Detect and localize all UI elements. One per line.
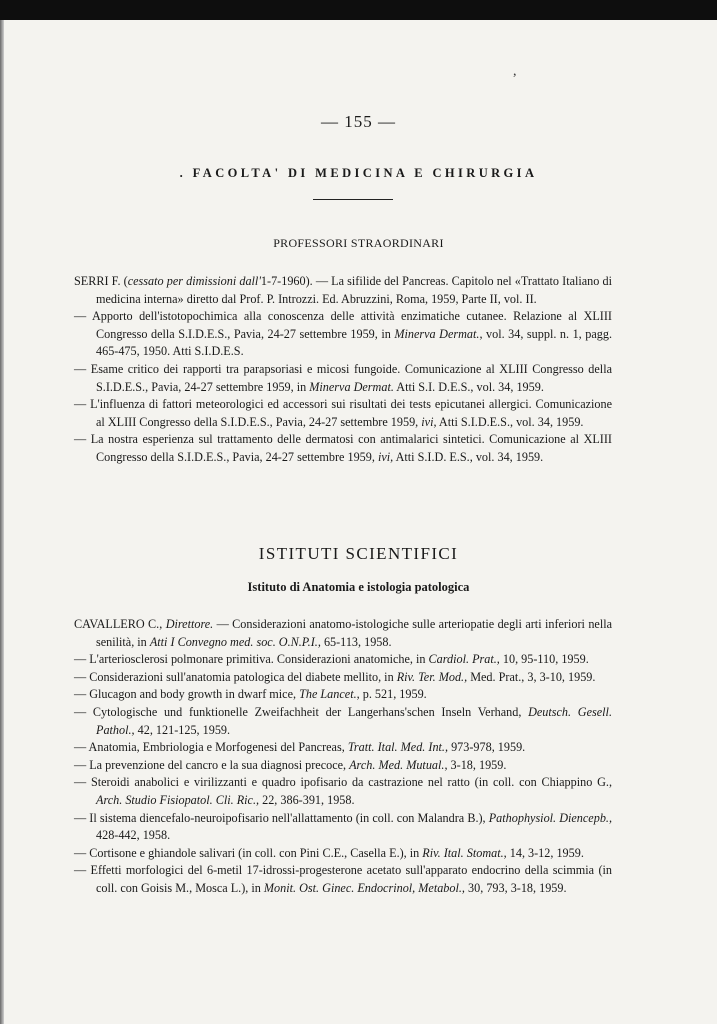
section-heading-istituti: ISTITUTI SCIENTIFICI	[258, 544, 459, 563]
bibliography-entry: — Cortisone e ghiandole salivari (in coll. con Pini C.E., Casella E.), in Riv. Ital. Stomat., 14, 3-12, 1959.	[74, 845, 584, 860]
bibliography-entry: — La prevenzione del cancro e la sua diagnosi precoce, Arch. Med. Mutual., 3-18, 1959.	[74, 757, 507, 772]
faculty-title: . FACOLTA' DI MEDICINA E CHIRURGIA	[179, 166, 538, 180]
speck-mark: ,	[513, 64, 517, 79]
istituti-entries	[74, 616, 612, 898]
bibliography-entry: — L'arteriosclerosi polmonare primitiva. Considerazioni anatomiche, in Cardiol. Prat., 10, 95-110, 1959.	[74, 652, 589, 667]
bibliography-entry: — La nostra esperienza sul trattamento delle dermatosi con antimalarici sintetici. Comunicazione al XLIII Congresso della S.I.D.E.S., Pavia, 24-27 settembre 1959, ivi, Atti S.I.D. E.S., vol. 34, 1959.	[74, 432, 612, 464]
bibliography-entry: — L'influenza di fattori meteorologici ed accessori sui risultati dei tests epicutanei allergici. Comunicazione al XLIII Congresso della S.I.D.E.S., Pavia, 24-27 settembre 1959, ivi, Atti S.I.D.E.S., vol. 34, 1959.	[74, 397, 612, 429]
bibliography-entry: SERRI F. (cessato per dimissioni dall'1-7-1960). — La sifilide del Pancreas. Capitolo nel «Trattato Italiano di medicina interna» diretto dal Prof. P. Introzzi. Ed. Abruzzini, Roma, 1959, Parte II, vol. II.	[74, 274, 612, 306]
bibliography-entry: — Glucagon and body growth in dwarf mice, The Lancet., p. 521, 1959.	[74, 687, 427, 702]
bibliography-entry: — Esame critico dei rapporti tra parapsoriasi e micosi fungoide. Comunicazione al XLIII Congresso della S.I.D.E.S., Pavia, 24-27 settembre 1959, in Minerva Dermat. Atti S.I. D.E.S., vol. 34, 1959.	[74, 361, 612, 394]
bibliography-entry: CAVALLERO C., Direttore. — Considerazioni anatomo-istologiche sulle arteriopatie degli arti inferiori nella senilità, in Atti I Convegno med. soc. O.N.P.I., 65-113, 1958.	[74, 617, 613, 649]
bibliography-entry: — Steroidi anabolici e virilizzanti e quadro ipofisario da castrazione nel ratto (in coll. con Chiappino G., Arch. Studio Fisiopatol. Cli. Ric., 22, 386-391, 1958.	[74, 775, 612, 807]
bibliography-entry: — Cytologische und funktionelle Zweifachheit der Langerhans'schen Inseln Verhand, Deutsch. Gesell. Pathol., 42, 121-125, 1959.	[74, 704, 612, 737]
bibliography-entry: — Apporto dell'istotopochimica alla conoscenza delle attività enzimatiche cutanee. Relazione al XLIII Congresso della S.I.D.E.S., Pavia, 24-27 settembre 1959, in Minerva Dermat., vol. 34, suppl. n. 1, pagg. 465-475, 1950. Atti S.I.D.E.S.	[74, 309, 612, 359]
bibliography-entry: — Anatomia, Embriologia e Morfogenesi del Pancreas, Tratt. Ital. Med. Int., 973-978, 1959.	[74, 740, 526, 755]
bibliography-entry: — Il sistema diencefalo-neuroipofisario nell'allattamento (in coll. con Malandra B.), Pathophysiol. Diencepb., 428-442, 1958.	[74, 810, 613, 843]
page-number: — 155 —	[321, 112, 396, 131]
bibliography-entry: — Considerazioni sull'anatomia patologica del diabete mellito, in Riv. Ter. Mod., Med. Prat., 3, 3-10, 1959.	[74, 669, 596, 684]
bibliography-entry: — Effetti morfologici del 6-metil 17-idrossi-progesterone acetato sull'apparato endocrino della scimmia (in coll. con Goisis M., Mosca L.), in Monit. Ost. Ginec. Endocrinol, Metabol., 30, 793, 3-18, 1959.	[74, 863, 612, 895]
scan-top-border	[0, 0, 717, 20]
professori-entries	[74, 273, 612, 467]
institute-subheading: Istituto di Anatomia e istologia patologica	[247, 580, 470, 594]
title-divider	[313, 199, 393, 200]
section-heading-professori: PROFESSORI STRAORDINARI	[273, 236, 444, 250]
